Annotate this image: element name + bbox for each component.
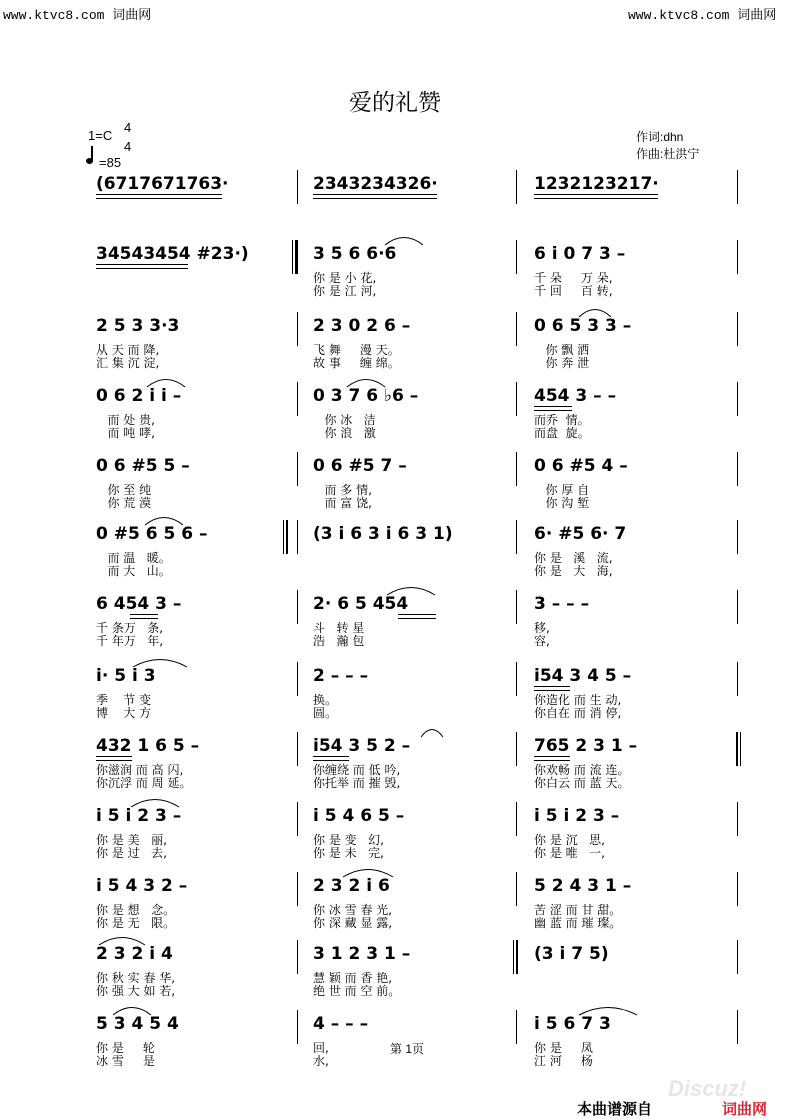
slur-arc (132, 656, 188, 668)
lyric-line-1: 你 冰 雪 春 光, (313, 903, 393, 917)
slur-arc (386, 584, 436, 596)
lyric-line-1: 而 多 情, (313, 483, 372, 497)
measure-notes: 454 3 – – (534, 386, 617, 406)
measure-notes: i 5 i 2 3 – (534, 806, 620, 826)
bar-line (297, 802, 298, 836)
bar-line (297, 520, 298, 554)
lyric-line-2: 你 奔 泄 (534, 356, 590, 370)
measure-notes: 34543454 #23·) (96, 244, 249, 264)
lyric-line-2: 你白云 而 蓝 天。 (534, 776, 630, 790)
lyric-line-1: 你造化 而 生 动, (534, 693, 622, 707)
watermark: Discuz! (668, 1076, 747, 1101)
lyric-line-2: 你沉浮 而 周 延。 (96, 776, 192, 790)
measure-notes: 0 #5 6 5 6 – (96, 524, 208, 544)
lyric-line-2: 你 浪 激 (313, 426, 376, 440)
beam-underline (534, 406, 572, 407)
bar-line (297, 382, 298, 416)
lyric-line-1: 回, (313, 1041, 329, 1055)
beam-underline (313, 756, 349, 757)
measure-notes: 1232123217· (534, 174, 659, 194)
slur-arc (346, 376, 386, 388)
measure-notes: 3 1 2 3 1 – (313, 944, 411, 964)
beam-underline (398, 618, 436, 619)
lyric-line-2: 容, (534, 634, 550, 648)
lyric-line-2: 你 强 大 如 若, (96, 984, 176, 998)
repeat-sign (283, 520, 289, 554)
slur-arc (342, 866, 394, 878)
lyric-line-2: 江 河 杨 (534, 1054, 593, 1068)
repeat-sign (292, 240, 298, 274)
bar-line (516, 240, 517, 274)
lyric-line-1: 而乔 情。 (534, 413, 590, 427)
bar-line (297, 872, 298, 906)
lyric-line-1: 你 是 想 念。 (96, 903, 176, 917)
measure-notes: 0 6 2 i i – (96, 386, 182, 406)
lyric-line-1: 千 朵 万 朵, (534, 271, 613, 285)
bar-line (297, 732, 298, 766)
slur-arc (144, 514, 184, 526)
bar-line (737, 1010, 738, 1044)
bar-line (516, 662, 517, 696)
measure-notes: i· 5 i 3 (96, 666, 156, 686)
bar-line (737, 312, 738, 346)
lyric-line-1: 你欢畅 而 流 连。 (534, 763, 630, 777)
beam-underline (534, 686, 570, 687)
lyric-line-1: 你 是 凤 (534, 1041, 593, 1055)
lyric-line-2: 水, (313, 1054, 329, 1068)
lyric-line-1: 而 温 暖。 (96, 551, 171, 565)
beam-underline (313, 760, 349, 761)
measure-notes: (3 i 7 5) (534, 944, 609, 964)
bar-line (737, 590, 738, 624)
measure-notes: 2343234326· (313, 174, 438, 194)
bar-line (737, 240, 738, 274)
time-signature-bottom: 4 (124, 139, 132, 154)
slur-arc (146, 376, 186, 388)
site-logo: 词曲网 (722, 1101, 768, 1118)
page-number: 第 1页 (390, 1042, 425, 1056)
bar-line (737, 940, 738, 974)
lyric-line-1: 你 是 溪 流, (534, 551, 613, 565)
measure-notes: 0 6 #5 5 – (96, 456, 190, 476)
beam-underline (96, 194, 222, 195)
lyric-line-2: 你 是 唯 一, (534, 846, 605, 860)
lyric-line-2: 你 沟 堑 (534, 496, 590, 510)
bar-line (516, 312, 517, 346)
lyric-line-1: 慧 颖 而 香 艳, (313, 971, 393, 985)
measure-notes: 2 3 2 i 6 (313, 876, 390, 896)
measure-notes: i 5 4 3 2 – (96, 876, 188, 896)
bar-line (516, 520, 517, 554)
lyric-line-1: 移, (534, 621, 550, 635)
lyric-line-2: 你 是 大 海, (534, 564, 613, 578)
measure-notes: 0 3 7 6 ♭6 – (313, 386, 419, 406)
lyric-line-2: 你自在 而 消 停, (534, 706, 622, 720)
lyric-line-1: 千 条万 条, (96, 621, 164, 635)
lyric-line-2: 你托举 而 摧 毁, (313, 776, 401, 790)
lyric-line-1: 季 节 变 (96, 693, 152, 707)
beam-underline (96, 264, 188, 265)
lyric-line-1: 你缠绕 而 低 吟, (313, 763, 401, 777)
measure-notes: 6 i 0 7 3 – (534, 244, 626, 264)
slur-arc (384, 234, 424, 246)
bar-line (737, 520, 738, 554)
measure-notes: i54 3 4 5 – (534, 666, 632, 686)
measure-notes: i 5 6 7 3 (534, 1014, 611, 1034)
measure-notes: i 5 4 6 5 – (313, 806, 405, 826)
measure-notes: 2 3 0 2 6 – (313, 316, 411, 336)
measure-notes: 2 – – – (313, 666, 369, 686)
lyric-line-1: 你 厚 自 (534, 483, 590, 497)
bar-line (516, 170, 517, 204)
lyric-line-2: 冰 雪 是 (96, 1054, 155, 1068)
bar-line (516, 732, 517, 766)
measure-notes: 5 3 4 5 4 (96, 1014, 179, 1034)
slur-arc (130, 796, 180, 808)
beam-underline (534, 410, 572, 411)
lyric-line-1: 你 飘 洒 (534, 343, 590, 357)
beam-underline (534, 756, 570, 757)
measure-notes: 2 3 2 i 4 (96, 944, 173, 964)
beam-underline (534, 690, 570, 691)
slur-arc (112, 1004, 152, 1016)
measure-notes: 6 454 3 – (96, 594, 182, 614)
bar-line (516, 872, 517, 906)
song-title: 爱的礼赞 (349, 90, 441, 116)
lyric-line-2: 而盘 旋。 (534, 426, 590, 440)
source-label: 本曲谱源自 (577, 1101, 653, 1118)
slur-arc (578, 306, 612, 318)
lyric-line-1: 你 是 美 丽, (96, 833, 167, 847)
beam-underline (130, 614, 158, 615)
measure-notes: (3 i 6 3 i 6 3 1) (313, 524, 453, 544)
measure-notes: 432 1 6 5 – (96, 736, 200, 756)
beam-underline (96, 756, 132, 757)
header-site-right: www.ktvc8.com 词曲网 (628, 8, 777, 23)
bar-line (516, 382, 517, 416)
lyric-line-2: 千 回 百 转, (534, 284, 613, 298)
measure-notes: i 5 i 2 3 – (96, 806, 182, 826)
lyric-line-2: 圆。 (313, 706, 338, 720)
beam-underline (534, 194, 658, 195)
header-site-left: www.ktvc8.com 词曲网 (3, 8, 152, 23)
lyric-line-1: 你滋润 而 高 闪, (96, 763, 184, 777)
lyric-line-2: 绝 世 而 空 前。 (313, 984, 401, 998)
measure-notes: 2 5 3 3·3 (96, 316, 180, 336)
measure-notes: 765 2 3 1 – (534, 736, 638, 756)
key-signature: 1=C (88, 128, 113, 143)
lyric-line-2: 故 事 缠 绵。 (313, 356, 400, 370)
bar-line (737, 170, 738, 204)
bar-line (297, 590, 298, 624)
bar-line (297, 170, 298, 204)
beam-underline (130, 618, 158, 619)
bar-line (516, 1010, 517, 1044)
measure-notes: 0 6 5 3 3 – (534, 316, 632, 336)
composer-credit: 作曲:杜洪宁 (636, 147, 700, 161)
repeat-sign (513, 940, 519, 974)
bar-line (737, 452, 738, 486)
measure-notes: 2· 6 5 454 (313, 594, 409, 614)
measure-notes: (6717671763· (96, 174, 229, 194)
measure-notes: 6· #5 6· 7 (534, 524, 627, 544)
beam-underline (96, 198, 222, 199)
measure-notes: 3 – – – (534, 594, 590, 614)
bar-line (737, 872, 738, 906)
lyric-line-2: 你 是 未 完, (313, 846, 384, 860)
slur-arc (420, 726, 444, 738)
beam-underline (313, 198, 437, 199)
bar-line (737, 382, 738, 416)
lyric-line-2: 你 荒 漠 (96, 496, 152, 510)
lyric-line-2: 而 富 饶, (313, 496, 372, 510)
lyric-line-1: 从 天 而 降, (96, 343, 160, 357)
lyric-line-1: 你 是 变 幻, (313, 833, 384, 847)
lyricist-credit: 作词:dhn (636, 130, 684, 144)
bar-line (297, 452, 298, 486)
lyric-line-1: 你 秋 实 春 华, (96, 971, 176, 985)
lyric-line-1: 飞 舞 漫 天。 (313, 343, 400, 357)
lyric-line-2: 博 大 方 (96, 706, 152, 720)
lyric-line-2: 你 是 江 河, (313, 284, 377, 298)
lyric-line-1: 你 是 轮 (96, 1041, 155, 1055)
measure-notes: 0 6 #5 4 – (534, 456, 628, 476)
beam-underline (96, 268, 188, 269)
bar-line (516, 590, 517, 624)
lyric-line-2: 而 大 山。 (96, 564, 171, 578)
beam-underline (313, 194, 437, 195)
lyric-line-2: 你 是 无 限。 (96, 916, 176, 930)
lyric-line-1: 你 是 沉 思, (534, 833, 605, 847)
measure-notes: 0 6 #5 7 – (313, 456, 407, 476)
lyric-line-1: 换。 (313, 693, 338, 707)
bar-line (297, 662, 298, 696)
measure-notes: 4 – – – (313, 1014, 369, 1034)
measure-notes: 5 2 4 3 1 – (534, 876, 632, 896)
measure-notes: 3 5 6 6·6 (313, 244, 397, 264)
lyric-line-2: 浩 瀚 包 (313, 634, 365, 648)
quarter-note-icon (86, 158, 93, 164)
lyric-line-1: 你 至 纯 (96, 483, 152, 497)
beam-underline (96, 760, 132, 761)
beam-underline (534, 198, 658, 199)
lyric-line-2: 千 年万 年, (96, 634, 164, 648)
lyric-line-1: 苦 涩 而 甘 甜。 (534, 903, 622, 917)
slur-arc (578, 1004, 638, 1016)
time-signature-top: 4 (124, 120, 132, 135)
lyric-line-2: 汇 集 沉 淀, (96, 356, 160, 370)
bar-line (297, 1010, 298, 1044)
bar-line (737, 662, 738, 696)
lyric-line-1: 你 是 小 花, (313, 271, 377, 285)
beam-underline (534, 760, 570, 761)
lyric-line-2: 而 吨 哮, (96, 426, 155, 440)
bar-line (297, 312, 298, 346)
measure-notes: i54 3 5 2 – (313, 736, 411, 756)
bar-line (737, 802, 738, 836)
lyric-line-2: 幽 蓝 而 璀 璨。 (534, 916, 622, 930)
bar-line (297, 940, 298, 974)
lyric-line-2: 你 是 过 去, (96, 846, 167, 860)
bar-line (516, 802, 517, 836)
beam-underline (398, 614, 436, 615)
repeat-sign (736, 732, 742, 766)
lyric-line-1: 而 处 贵, (96, 413, 155, 427)
lyric-line-1: 斗 转 星 (313, 621, 365, 635)
lyric-line-1: 你 冰 洁 (313, 413, 376, 427)
slur-arc (98, 934, 146, 946)
tempo-mark: =85 (99, 155, 122, 170)
bar-line (516, 452, 517, 486)
lyric-line-2: 你 深 藏 显 露, (313, 916, 393, 930)
